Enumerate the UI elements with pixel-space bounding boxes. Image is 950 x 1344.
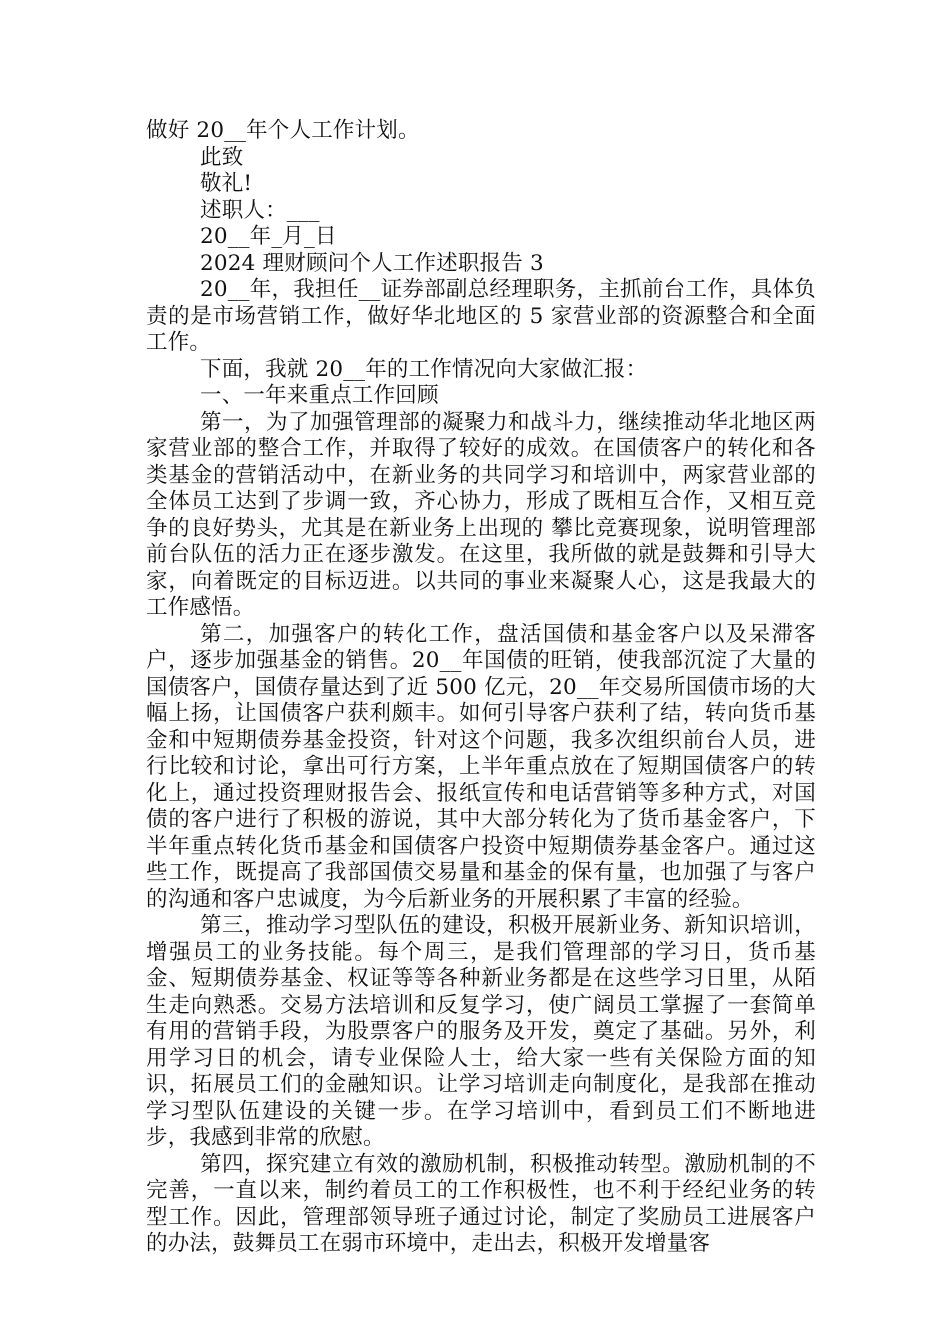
document-page: [146, 118, 816, 1258]
body-paragraph-2: 第二，加强客户的转化工作，盘活国债和基金客户以及呆滞客户，逐步加强基金的销售。20__年国债的旺销，使我部沉淀了大量的国债客户，国债存量达到了近 500 亿元，20__年交易所国债市场的大幅上扬，让国债客户获利颇丰。如何引导客户获利了结，转向货币基金和中短期债券基金投资，针对这个问题，我多次组织前台人员，进行比较和讨论，拿出可行方案，上半年重点放在了短期国债客户的转化上，通过投资理财报告会、报纸宣传和电话营销等多种方式，对国债的客户进行了积极的游说，其中大部分转化为了货币基金客户，下半年重点转化货币基金和国债客户投资中短期债券基金客户。通过这些工作，既提高了我部国债交易量和基金的保有量，也加强了与客户的沟通和客户忠诚度，为今后新业务的开展积累了丰富的经验。: [146, 621, 816, 912]
salutation-jing-li: 敬礼!: [200, 171, 253, 196]
body-paragraph-3: 第三，推动学习型队伍的建设，积极开展新业务、新知识培训，增强员工的业务技能。每个周三，是我们管理部的学习日，货币基金、短期债券基金、权证等等各种新业务都是在这些学习日里，从陌生走向熟悉。交易方法培训和反复学习，使广阔员工掌握了一套简单有用的营销手段，为股票客户的服务及开发，奠定了基础。另外，利用学习日的机会，请专业保险人士，给大家一些有关保险方面的知识，拓展员工们的金融知识。让学习培训走向制度化，是我部在推动学习型队伍建设的关键一步。在学习培训中，看到员工们不断地进步，我感到非常的欣慰。: [146, 913, 816, 1150]
lead-in-line: 下面，我就 20__年的工作情况向大家做汇报：: [200, 356, 648, 382]
section-heading: 一、一年来重点工作回顾: [200, 383, 439, 408]
salutation-ci-zhi: 此致: [200, 144, 244, 170]
report-title: 2024 理财顾问个人工作述职报告 3: [200, 250, 544, 276]
intro-paragraph: 20__年，我担任__证券部副总经理职务，主抓前台工作，具体负责的是市场营销工作，做好华北地区的 5 家营业部的资源整合和全面工作。: [146, 277, 816, 355]
closing-line: 做好 20__年个人工作计划。: [146, 118, 420, 143]
body-paragraph-4: 第四，探究建立有效的激励机制，积极推动转型。激励机制的不完善，一直以来，制约着员工的工作积极性，也不利于经纪业务的转型工作。因此，管理部领导班子通过讨论，制定了奖励员工进展客户的办法，鼓舞员工在弱市环境中，走出去，积极开发增量客: [146, 1151, 816, 1256]
body-paragraph-1: 第一，为了加强管理部的凝聚力和战斗力，继续推动华北地区两家营业部的整合工作，并取得了较好的成效。在国债客户的转化和各类基金的营销活动中，在新业务的共同学习和培训中，两家营业部的全体员工达到了步调一致，齐心协力，形成了既相互合作，又相互竞争的良好势头，尤其是在新业务上出现的 攀比竞赛现象，说明管理部前台队伍的活力正在逐步激发。在这里，我所做的就是鼓舞和引导大家，向着既定的目标迈进。以共同的事业来凝聚人心，这是我最大的工作感悟。: [146, 409, 816, 620]
date-line: 20__年_月_日: [200, 224, 337, 249]
signer-line: 述职人：___: [200, 197, 320, 223]
